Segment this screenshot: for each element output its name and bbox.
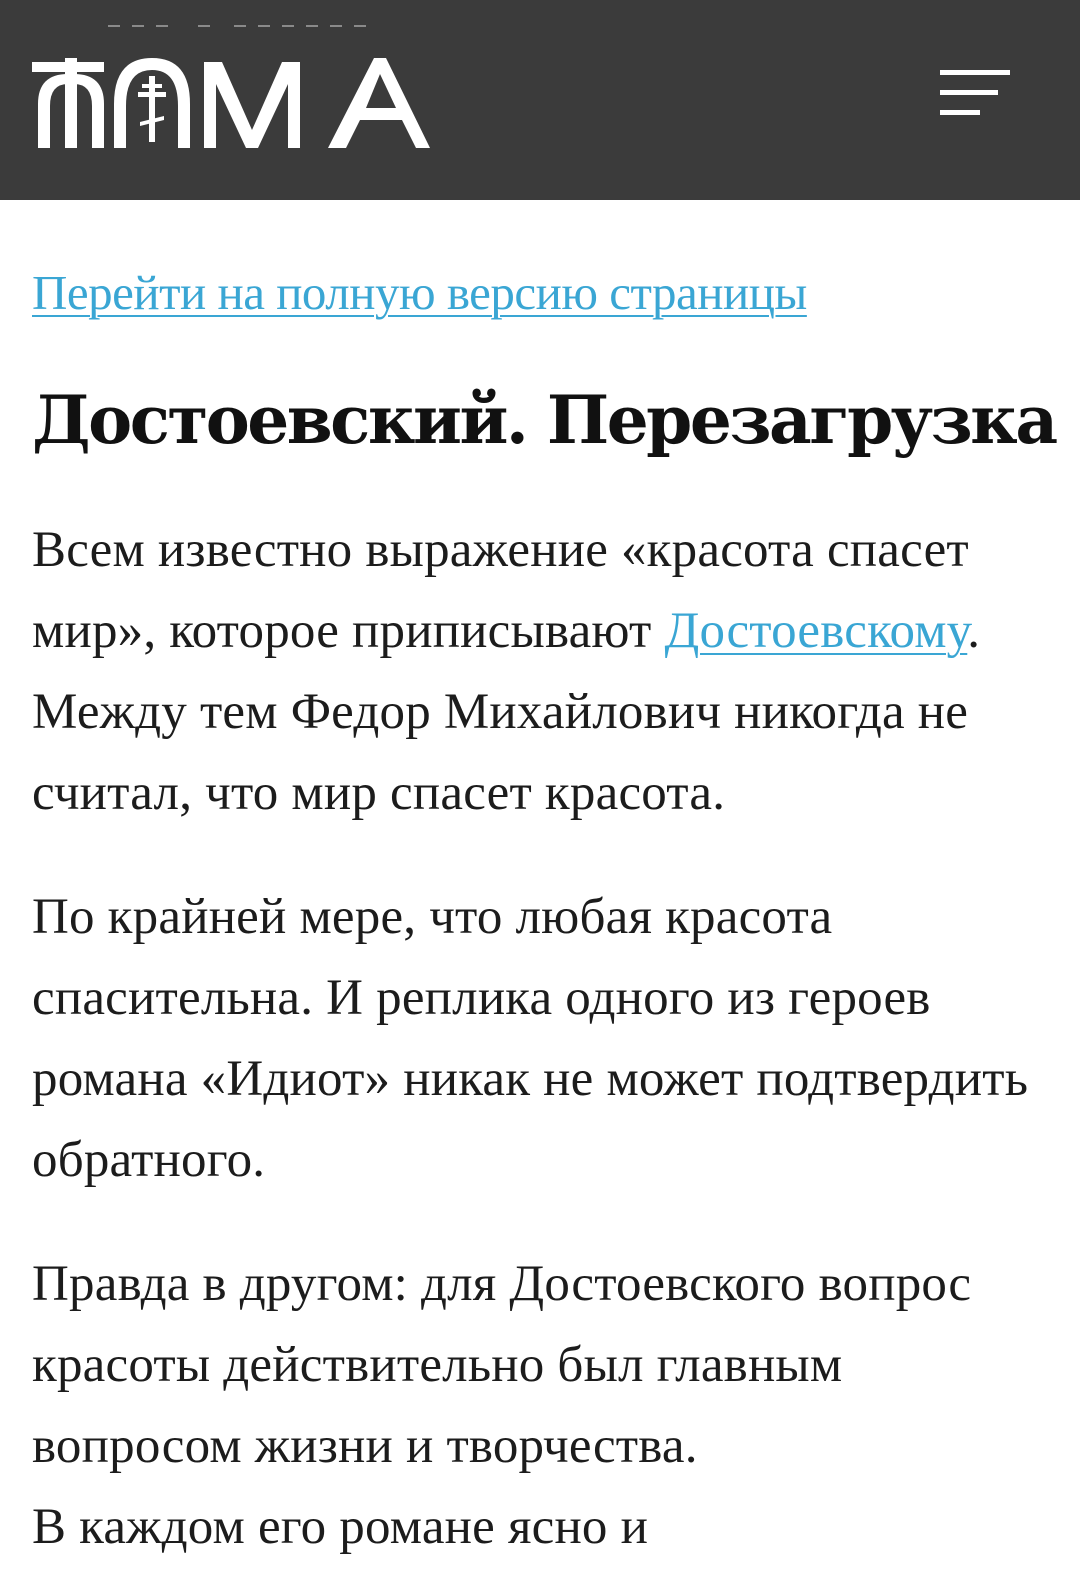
full-version-link[interactable]: Перейти на полную версию страницы (32, 265, 807, 320)
site-header (0, 0, 1080, 200)
foma-logo[interactable] (28, 22, 438, 152)
paragraph-text: . Между тем Федор Михайлович никогда не считал, что мир спасет красота. (32, 603, 981, 821)
article-paragraph-3: Правда в другом: для Достоевского вопрос красоты действительно был главным вопросом жизни и творчества. (32, 1256, 972, 1474)
foma-logo-image (28, 22, 438, 152)
article-content (32, 262, 1056, 1568)
article-paragraph-4-partial: В каждом его романе ясно и (32, 1499, 649, 1555)
paragraph-text: Всем известно выражение «красота спасет мир», которое приписывают (32, 522, 969, 659)
article-paragraph-1 (32, 510, 1042, 834)
hamburger-menu-icon (940, 62, 1018, 126)
menu-button[interactable] (940, 62, 1018, 126)
article-title: Достоевский. Перезагрузка (32, 381, 1056, 459)
dostoevsky-link[interactable]: Достоевскому (664, 603, 968, 659)
article-paragraph-2: По крайней мере, что любая красота спасительна. И реплика одного из героев романа «Идиот» никак не может подтвердить обратного. (32, 889, 1029, 1188)
